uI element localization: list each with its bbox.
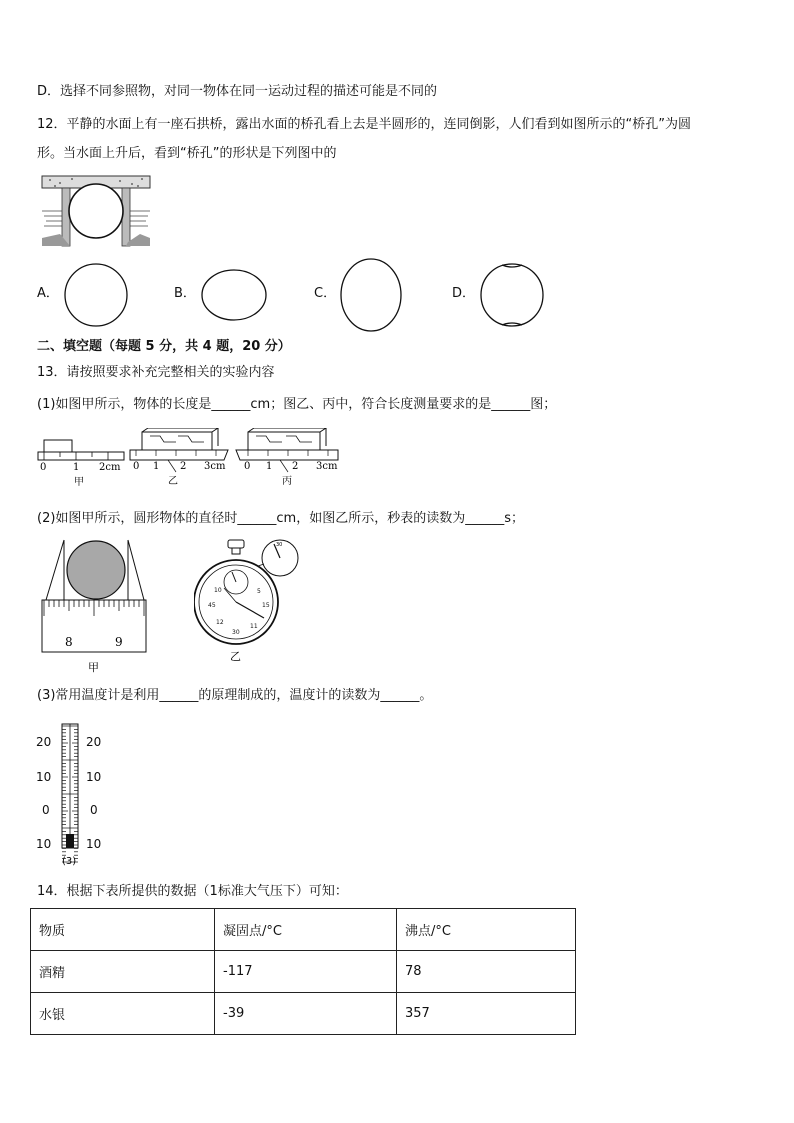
stopwatch-caption: 乙	[230, 650, 241, 663]
data-table	[30, 908, 576, 1035]
section-2-heading: 二、填空题（每题 5 分，共 4 题，20 分）	[37, 339, 291, 354]
diameter-caption: 甲	[88, 661, 99, 674]
thermo-left-20: 20	[36, 735, 52, 749]
stopwatch-num-30: 30	[232, 629, 240, 636]
question-12-line1: 12．平静的水面上有一座石拱桥，露出水面的桥孔看上去是半圆形的，连同倒影，人们看到如图所示的“桥孔”为圆	[37, 117, 692, 132]
question-14-title: 14．根据下表所提供的数据（1标准大气压下）可知：	[37, 884, 348, 899]
table-cell: 水银	[31, 993, 215, 1035]
table-header-cell: 凝固点/°C	[215, 909, 397, 951]
table-cell: -39	[215, 993, 397, 1035]
ruler-bing-figure	[234, 428, 342, 490]
diameter-tick-9: 9	[115, 635, 123, 649]
ruler-yi-tick-2: 2	[180, 461, 187, 472]
ruler-jia-tick-2: 2cm	[99, 462, 121, 473]
diameter-figure	[38, 538, 150, 676]
diameter-tick-8: 8	[65, 635, 73, 649]
ruler-bing-caption: 丙	[282, 476, 292, 487]
thermo-left-10: 10	[36, 770, 52, 784]
option-a-label: A．	[37, 286, 59, 301]
stopwatch-zoom-30: 30	[276, 542, 283, 548]
table-cell: 酒精	[31, 951, 215, 993]
table-row	[31, 951, 576, 993]
option-c-label: C．	[314, 286, 337, 301]
table-header-cell: 物质	[31, 909, 215, 951]
option-d-shape	[476, 260, 548, 330]
table-cell: -117	[215, 951, 397, 993]
stopwatch-num-5: 5	[257, 588, 261, 595]
stopwatch-num-10: 10	[214, 587, 222, 594]
option-b-label: B．	[174, 286, 196, 301]
ruler-bing-tick-0: 0	[244, 461, 251, 472]
option-b-ellipse	[199, 267, 269, 323]
ruler-yi-tick-1: 1	[153, 461, 160, 472]
ruler-yi-figure	[128, 428, 232, 490]
ruler-jia-figure	[36, 438, 128, 490]
bridge-figure	[40, 174, 152, 248]
table-row	[31, 993, 576, 1035]
table-header-cell: 沸点/°C	[397, 909, 576, 951]
stopwatch-num-12: 12	[216, 619, 224, 626]
option-a-circle	[62, 262, 130, 328]
thermo-left-0: 0	[42, 803, 50, 817]
ruler-bing-tick-3: 3cm	[316, 461, 338, 472]
ruler-bing-tick-2: 2	[292, 461, 299, 472]
ruler-yi-tick-0: 0	[133, 461, 140, 472]
thermo-right-minus10: 10	[86, 837, 102, 851]
ruler-jia-caption: 甲	[74, 477, 84, 488]
stopwatch-num-15: 15	[262, 602, 270, 609]
question-12-line2: 形。当水面上升后，看到“桥孔”的形状是下列图中的	[37, 146, 337, 161]
question-13-part1: (1)如图甲所示，物体的长度是______cm；图乙、丙中，符合长度测量要求的是______图；	[37, 397, 557, 412]
table-cell: 78	[397, 951, 576, 993]
ruler-yi-caption: 乙	[168, 476, 178, 487]
question-13-title: 13．请按照要求补充完整相关的实验内容	[37, 365, 275, 380]
stopwatch-figure	[194, 536, 304, 664]
ruler-yi-tick-3: 3cm	[204, 461, 226, 472]
option-c-ellipse	[338, 256, 404, 334]
thermo-right-10: 10	[86, 770, 102, 784]
ruler-bing-tick-1: 1	[266, 461, 273, 472]
question-13-part2: (2)如图甲所示，圆形物体的直径时______cm，如图乙所示，秒表的读数为______s；	[37, 511, 524, 526]
thermo-right-20: 20	[86, 735, 102, 749]
option-d-text: D．选择不同参照物，对同一物体在同一运动过程的描述可能是不同的	[37, 84, 438, 99]
stopwatch-num-11: 11	[250, 623, 258, 630]
thermo-right-0: 0	[90, 803, 98, 817]
thermo-caption: (3)	[62, 856, 77, 867]
ruler-jia-tick-1: 1	[73, 462, 80, 473]
ruler-jia-tick-0: 0	[40, 462, 47, 473]
option-d-label: D．	[452, 286, 476, 301]
thermometer-figure	[34, 722, 108, 868]
stopwatch-num-45: 45	[208, 602, 216, 609]
table-cell: 357	[397, 993, 576, 1035]
thermo-left-minus10: 10	[36, 837, 52, 851]
table-header-row	[31, 909, 576, 951]
question-13-part3: (3)常用温度计是利用______的原理制成的，温度计的读数为______。	[37, 688, 433, 703]
